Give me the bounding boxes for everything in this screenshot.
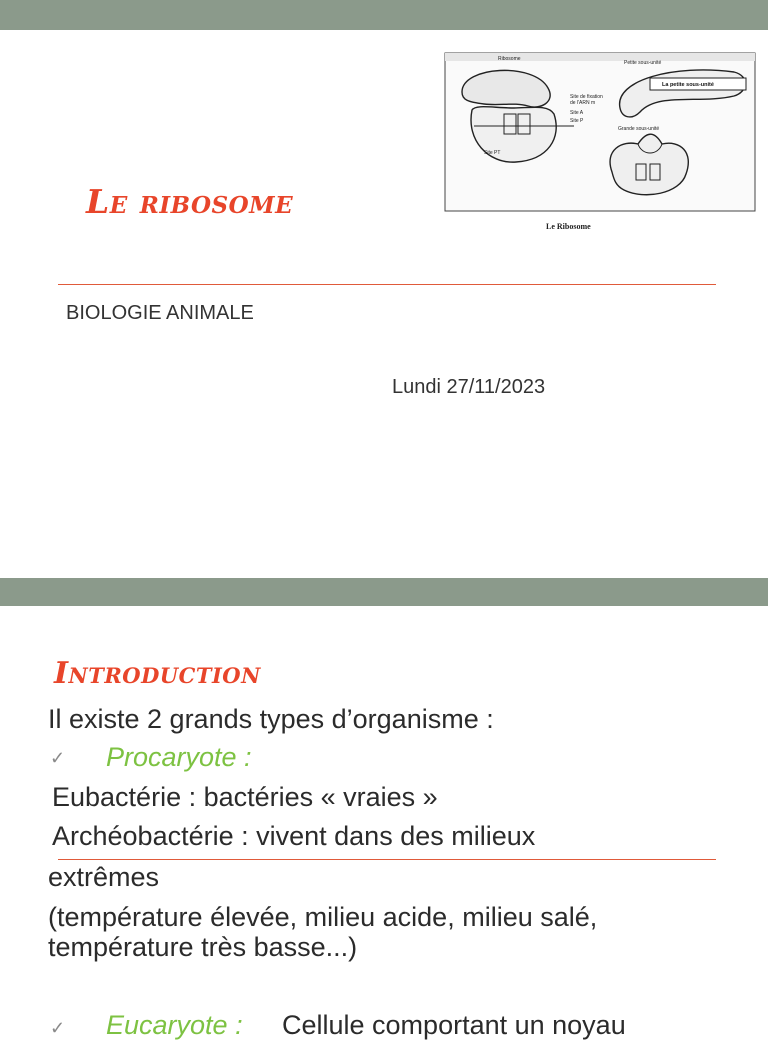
checkmark-icon: ✓ <box>50 748 66 768</box>
ribosome-diagram <box>444 52 756 222</box>
intro-divider <box>58 859 716 860</box>
top-band <box>0 0 768 30</box>
label-site-pt: Site PT <box>484 150 501 156</box>
eucaryote-label: Eucaryote : <box>106 1010 243 1040</box>
temperature-line-2: température très basse...) <box>48 932 358 962</box>
label-ribosome: Ribosome <box>498 56 521 62</box>
eucaryote-desc: Cellule comportant un noyau <box>282 1010 626 1040</box>
label-grande-sous-unite: Grande sous-unité <box>618 126 660 132</box>
slide-date: Lundi 27/11/2023 <box>392 376 546 398</box>
label-de-larn: de l'ARN m <box>570 100 596 106</box>
temperature-line-1: (température élevée, milieu acide, milieu salé, <box>48 902 598 932</box>
intro-line-1: Il existe 2 grands types d’organisme : <box>48 704 494 734</box>
title-divider <box>58 284 716 285</box>
middle-band <box>0 578 768 606</box>
archeobacterie-line: Archéobactérie : vivent dans des milieux <box>52 821 536 851</box>
course-subtitle: BIOLOGIE ANIMALE <box>66 302 254 324</box>
ribosome-figure <box>444 52 756 232</box>
procaryote-label: Procaryote : <box>106 742 252 772</box>
intro-title: Introduction <box>54 656 261 691</box>
slide-title: Le ribosome <box>86 182 294 221</box>
eubacterie-line: Eubactérie : bactéries « vraies » <box>52 782 438 812</box>
slide-2 <box>0 606 768 1040</box>
slide-1 <box>0 30 768 578</box>
figure-caption: Le Ribosome <box>546 222 591 231</box>
extremes-line: extrêmes <box>48 862 160 892</box>
label-site-a: Site A <box>570 110 584 116</box>
label-site-p: Site P <box>570 118 584 124</box>
label-site-fixation: Site de fixation <box>570 94 603 100</box>
label-petite-sous-unite: Petite sous-unité <box>624 60 662 66</box>
checkmark-icon-2: ✓ <box>50 1018 66 1038</box>
label-la-petite-sous-unite: La petite sous-unité <box>662 82 714 88</box>
